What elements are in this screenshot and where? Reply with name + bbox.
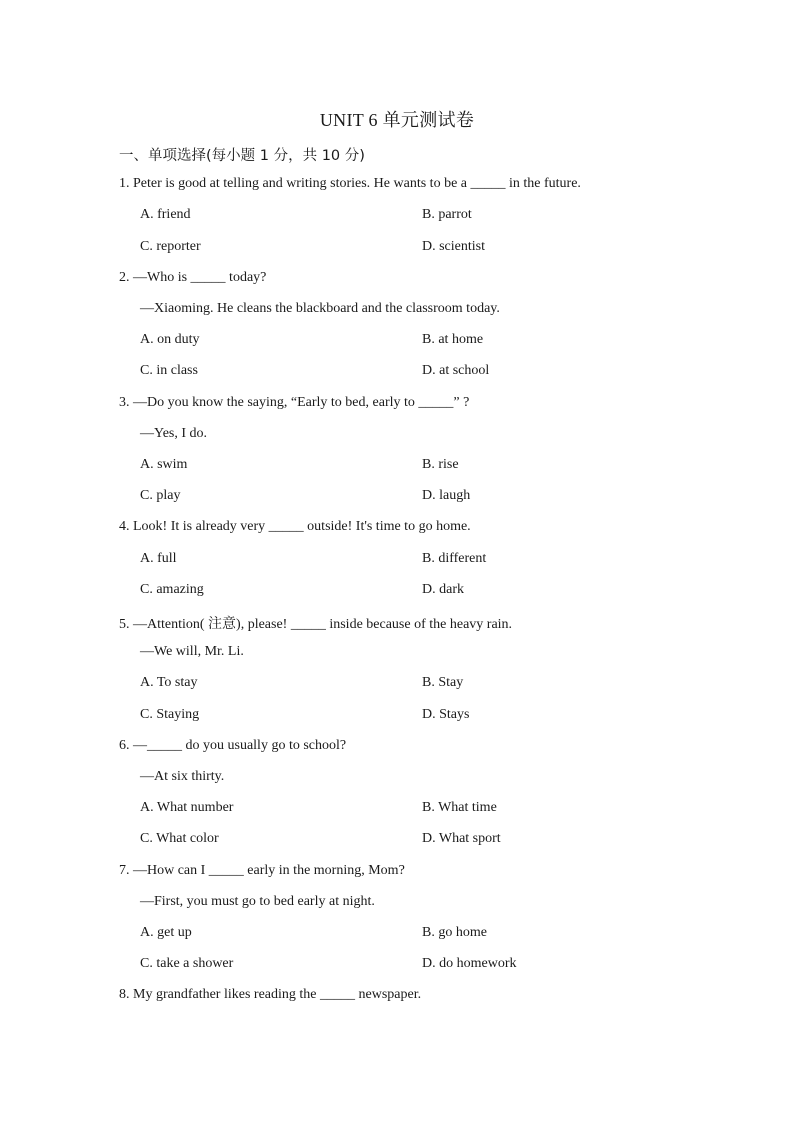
question-1-option-d: D. scientist [422, 239, 485, 254]
question-2-reply: —Xiaoming. He cleans the blackboard and the classroom today. [140, 301, 500, 316]
question-1-option-c: C. reporter [140, 239, 201, 254]
question-7-option-b: B. go home [422, 925, 487, 940]
question-2-option-a: A. on duty [140, 332, 200, 347]
question-5-reply: —We will, Mr. Li. [140, 644, 244, 659]
question-5-option-a: A. To stay [140, 675, 198, 690]
question-6-reply: —At six thirty. [140, 769, 225, 784]
question-6-option-a: A. What number [140, 800, 234, 815]
question-3-option-d: D. laugh [422, 488, 471, 503]
question-5-option-b: B. Stay [422, 675, 464, 690]
question-7-option-d: D. do homework [422, 956, 517, 971]
question-1-option-a: A. friend [140, 207, 191, 222]
question-4-option-a: A. full [140, 551, 177, 566]
question-4-option-b: B. different [422, 551, 487, 566]
question-8-stem: 8. My grandfather likes reading the _____ newspaper. [119, 987, 422, 1002]
question-3-stem: 3. —Do you know the saying, “Early to bed, early to _____” ? [119, 395, 470, 410]
question-6-option-c: C. What color [140, 831, 219, 846]
question-4-stem: 4. Look! It is already very _____ outside! It's time to go home. [119, 519, 471, 534]
question-5-stem: 5. —Attention( 注意), please! _____ inside because of the heavy rain. [119, 617, 513, 632]
question-1-stem: 1. Peter is good at telling and writing stories. He wants to be a _____ in the future. [119, 176, 581, 191]
question-3-option-c: C. play [140, 488, 181, 503]
question-7-stem: 7. —How can I _____ early in the morning, Mom? [119, 863, 405, 878]
question-4-option-d: D. dark [422, 582, 464, 597]
question-5-option-c: C. Staying [140, 707, 200, 722]
page-title: UNIT 6 单元测试卷 [319, 110, 475, 130]
question-7-option-a: A. get up [140, 925, 192, 940]
question-4-option-c: C. amazing [140, 582, 204, 597]
question-2-option-d: D. at school [422, 363, 490, 378]
question-3-option-b: B. rise [422, 457, 459, 472]
question-3-option-a: A. swim [140, 457, 188, 472]
question-6-option-d: D. What sport [422, 831, 501, 846]
section-heading: 一、单项选择(每小题 1 分，共 10 分) [119, 148, 365, 164]
question-6-option-b: B. What time [422, 800, 497, 815]
question-5-option-d: D. Stays [422, 707, 470, 722]
question-6-stem: 6. —_____ do you usually go to school? [119, 738, 347, 753]
question-3-reply: —Yes, I do. [140, 426, 208, 441]
question-2-stem: 2. —Who is _____ today? [119, 270, 267, 285]
question-2-option-b: B. at home [422, 332, 484, 347]
question-7-option-c: C. take a shower [140, 956, 234, 971]
question-2-option-c: C. in class [140, 363, 198, 378]
question-1-option-b: B. parrot [422, 207, 472, 222]
question-7-reply: —First, you must go to bed early at night. [140, 894, 375, 909]
